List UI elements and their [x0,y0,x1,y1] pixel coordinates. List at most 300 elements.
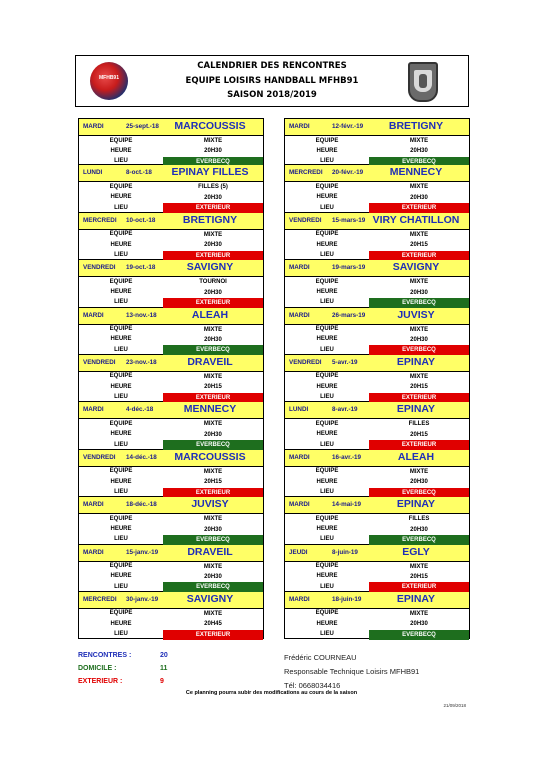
heure-value: 20H30 [204,526,222,533]
heure-row [79,525,263,535]
match-block [78,592,264,639]
match-day: VENDREDI [289,216,322,224]
match-opponent: MENNECY [183,403,237,416]
match-header [79,260,263,277]
contact-phone: Tél: 0668034416 [284,681,341,690]
date-stamp: 21/09/2018 [443,703,466,708]
match-day: MARDI [289,595,310,603]
equipe-row [79,182,263,192]
match-block [78,545,264,592]
equipe-row [79,372,263,382]
equipe-label: EQUIPE [315,278,339,285]
equipe-row [79,325,263,335]
shield-logo-right [408,62,438,102]
match-day: VENDREDI [289,358,322,366]
match-header [285,497,469,514]
lieu-label: LIEU [320,252,334,259]
equipe-value: MIXTE [203,468,223,475]
equipe-value: FILLES [408,516,430,523]
title-line-2: EQUIPE LOISIRS HANDBALL MFHB91 [185,75,359,86]
match-header [79,213,263,230]
lieu-label: LIEU [114,489,128,496]
heure-row [285,146,469,156]
lieu-label: LIEU [114,346,128,353]
heure-value: 20H30 [410,289,428,296]
equipe-row [285,372,469,382]
heure-label: HEURE [110,526,132,533]
equipe-row [285,419,469,429]
match-day: MARDI [83,548,104,556]
heure-row [79,193,263,203]
equipe-label: EQUIPE [109,278,133,285]
lieu-label: LIEU [320,346,334,353]
equipe-row [79,230,263,240]
lieu-value: EXTERIEUR [369,203,469,213]
heure-value: 20H30 [204,242,222,249]
match-day: MERCREDI [83,595,117,603]
match-date: 10-oct.-18 [126,216,156,224]
equipe-value: MIXTE [409,279,429,286]
contact-role: Responsable Technique Loisirs MFHB91 [284,667,420,676]
schedule-column-right [284,118,470,639]
heure-value: 20H30 [410,479,428,486]
heure-label: HEURE [316,478,338,485]
heure-value: 20H15 [410,384,428,391]
equipe-row [79,514,263,524]
lieu-label: LIEU [114,583,128,590]
match-header [285,592,469,609]
heure-row [79,240,263,250]
heure-label: HEURE [316,573,338,580]
equipe-row [285,277,469,287]
match-block [78,308,264,355]
lieu-label: LIEU [320,299,334,306]
heure-label: HEURE [316,241,338,248]
heure-label: HEURE [110,336,132,343]
match-opponent: EPINAY [396,355,436,368]
equipe-value: FILLES [408,421,430,428]
heure-row [79,146,263,156]
heure-label: HEURE [316,194,338,201]
heure-row [285,619,469,629]
equipe-value: MIXTE [409,468,429,475]
match-header [285,165,469,182]
heure-label: HEURE [316,620,338,627]
match-day: MARDI [83,501,104,509]
match-opponent: EPINAY [396,592,436,605]
match-header [79,402,263,419]
lieu-label: LIEU [114,394,128,401]
equipe-value: MIXTE [203,326,223,333]
match-header [79,355,263,372]
match-header [285,308,469,325]
lieu-value: EVERBECQ [369,345,469,355]
match-day: MARDI [289,501,310,509]
equipe-value: MIXTE [409,184,429,191]
lieu-value: EVERBECQ [369,630,469,640]
match-opponent: DRAVEIL [187,545,233,558]
equipe-label: EQUIPE [315,563,339,570]
match-date: 4-déc.-18 [126,406,154,414]
lieu-value: EXTERIEUR [369,393,469,403]
match-day: MARDI [289,123,310,130]
equipe-row [79,609,263,619]
equipe-row [79,419,263,429]
match-header [285,545,469,562]
match-date: 26-mars-19 [332,311,366,319]
match-day: MARDI [289,311,310,319]
equipe-row [79,467,263,477]
match-block [284,308,470,355]
match-opponent: JUVISY [397,308,435,321]
lieu-label: LIEU [320,489,334,496]
heure-label: HEURE [316,431,338,438]
match-opponent: SAVIGNY [392,261,440,274]
match-opponent: EGLY [402,545,430,558]
match-block [284,545,470,592]
lieu-row [79,630,263,640]
match-date: 19-mars-19 [332,264,366,272]
match-header [285,355,469,372]
equipe-row [285,325,469,335]
match-date: 19-oct.-18 [126,264,156,272]
equipe-value: MIXTE [409,326,429,333]
contact-block [284,651,419,693]
equipe-row [285,136,469,146]
match-day: VENDREDI [83,358,116,366]
heure-row [79,288,263,298]
heure-value: 20H30 [204,573,222,580]
heure-value: 20H30 [410,336,428,343]
equipe-row [79,562,263,572]
equipe-row [285,609,469,619]
match-opponent: MARCOUSSIS [174,450,246,463]
match-date: 16-avr.-19 [332,453,362,461]
equipe-label: EQUIPE [109,610,133,617]
match-opponent: SAVIGNY [186,592,234,605]
heure-row [285,240,469,250]
equipe-label: EQUIPE [315,231,339,238]
lieu-label: LIEU [114,299,128,306]
lieu-value: EVERBECQ [163,345,263,355]
equipe-value: MIXTE [409,231,429,238]
match-date: 8-avr.-19 [332,406,358,414]
equipe-value: MIXTE [409,373,429,380]
match-date: 30-janv.-19 [126,595,159,603]
match-opponent: MARCOUSSIS [174,120,246,132]
match-block [78,260,264,307]
heure-row [285,525,469,535]
match-opponent: EPINAY [396,498,436,511]
equipe-value: MIXTE [203,563,223,570]
match-date: 25-sept.-18 [126,123,159,130]
heure-row [79,430,263,440]
heure-label: HEURE [316,336,338,343]
lieu-label: LIEU [320,583,334,590]
heure-row [285,430,469,440]
lieu-value: EVERBECQ [369,535,469,545]
equipe-label: EQUIPE [315,610,339,617]
equipe-label: EQUIPE [109,326,133,333]
match-day: MARDI [289,453,310,461]
equipe-value: MIXTE [203,421,223,428]
equipe-row [285,562,469,572]
match-opponent: ALEAH [191,308,229,321]
equipe-label: EQUIPE [315,468,339,475]
heure-label: HEURE [316,383,338,390]
match-day: LUNDI [289,406,309,414]
rencontres-label: RENCONTRES : [78,652,132,659]
lieu-label: LIEU [114,252,128,259]
equipe-row [79,277,263,287]
match-opponent: DRAVEIL [187,355,233,368]
heure-value: 20H15 [204,479,222,486]
match-date: 12-févr.-19 [332,123,364,130]
match-block [78,118,264,165]
match-header [79,308,263,325]
match-block [78,497,264,544]
match-opponent: EPINAY [396,403,436,416]
equipe-label: EQUIPE [109,183,133,190]
match-day: VENDREDI [83,264,116,272]
match-block [284,450,470,497]
heure-label: HEURE [110,620,132,627]
match-date: 15-mars-19 [332,216,366,224]
heure-value: 20H30 [204,289,222,296]
heure-row [285,193,469,203]
match-block [78,213,264,260]
title-box [75,55,469,107]
lieu-label: LIEU [320,204,334,211]
heure-row [285,572,469,582]
match-header [79,165,263,182]
equipe-label: EQUIPE [315,326,339,333]
heure-label: HEURE [110,241,132,248]
match-date: 14-déc.-18 [126,453,157,461]
heure-row [79,382,263,392]
match-day: MARDI [83,406,104,414]
equipe-value: MIXTE [203,138,223,144]
heure-label: HEURE [110,383,132,390]
lieu-value: EXTERIEUR [163,630,263,640]
match-day: MERCREDI [289,169,323,177]
heure-value: 20H30 [410,148,428,155]
match-opponent: BRETIGNY [388,120,444,132]
match-header [79,450,263,467]
schedule-column-left [78,118,264,639]
lieu-value: EXTERIEUR [369,582,469,592]
match-opponent: SAVIGNY [186,261,234,274]
lieu-value: EVERBECQ [163,440,263,450]
equipe-label: EQUIPE [109,137,133,144]
match-header [285,119,469,136]
equipe-label: EQUIPE [109,468,133,475]
lieu-value: EVERBECQ [369,298,469,308]
match-date: 18-déc.-18 [126,501,157,509]
match-header [285,260,469,277]
lieu-row [285,630,469,640]
heure-value: 20H15 [410,242,428,249]
equipe-label: EQUIPE [109,231,133,238]
match-date: 20-févr.-19 [332,169,364,177]
match-day: MERCREDI [83,216,117,224]
match-opponent: ALEAH [397,450,435,463]
match-opponent: MENNECY [389,166,443,179]
match-header [285,402,469,419]
equipe-label: EQUIPE [109,515,133,522]
heure-value: 20H30 [204,336,222,343]
equipe-value: MIXTE [203,373,223,380]
match-day: LUNDI [83,169,103,177]
match-block [78,402,264,449]
rencontres-value: 20 [160,652,168,659]
match-header [79,545,263,562]
match-block [284,118,470,165]
heure-label: HEURE [110,573,132,580]
lieu-value: EVERBECQ [163,582,263,592]
match-header [79,497,263,514]
match-date: 13-nov.-18 [126,311,157,319]
lieu-value: EXTERIEUR [163,488,263,498]
equipe-value: MIXTE [203,610,223,617]
match-block [284,165,470,212]
equipe-value: MIXTE [203,231,223,238]
match-header [79,592,263,609]
equipe-label: EQUIPE [109,420,133,427]
heure-row [79,335,263,345]
match-block [284,497,470,544]
match-block [284,260,470,307]
heure-value: 20H45 [204,621,222,628]
match-block [78,450,264,497]
footer-note: Ce planning pourra subir des modifications au cours de la saison [185,690,358,696]
match-date: 8-juin-19 [332,548,358,556]
match-block [284,402,470,449]
heure-value: 20H30 [410,526,428,533]
match-date: 5-avr.-19 [332,358,358,366]
heure-value: 20H15 [204,384,222,391]
heure-row [79,477,263,487]
equipe-label: EQUIPE [109,373,133,380]
heure-row [285,335,469,345]
match-date: 14-mai-19 [332,501,362,509]
match-opponent: EPINAY FILLES [171,166,249,179]
heure-row [285,382,469,392]
club-logo-text: MFHB91 [98,75,119,81]
title-line-3: SAISON 2018/2019 [227,90,317,100]
equipe-value: MIXTE [409,610,429,617]
lieu-value: EVERBECQ [163,157,263,167]
match-block [284,355,470,402]
heure-label: HEURE [110,478,132,485]
match-date: 8-oct.-18 [126,169,152,177]
title-line-1: CALENDRIER DES RENCONTRES [197,61,347,71]
equipe-label: EQUIPE [315,373,339,380]
lieu-label: LIEU [114,441,128,448]
equipe-value: FILLES (5) [198,184,228,191]
equipe-row [79,136,263,146]
exterieur-value: 9 [160,678,164,685]
domicile-label: DOMICILE : [78,665,117,672]
equipe-row [285,230,469,240]
heure-value: 20H30 [410,194,428,201]
match-date: 23-nov.-18 [126,358,157,366]
match-day: JEUDI [289,548,308,556]
lieu-value: EXTERIEUR [163,251,263,261]
domicile-value: 11 [160,665,168,672]
heure-label: HEURE [110,431,132,438]
lieu-value: EXTERIEUR [369,251,469,261]
equipe-row [285,514,469,524]
lieu-label: LIEU [320,536,334,543]
lieu-label: LIEU [320,158,334,165]
lieu-label: LIEU [320,394,334,401]
heure-value: 20H15 [410,573,428,580]
lieu-value: EXTERIEUR [163,393,263,403]
match-day: VENDREDI [83,453,116,461]
equipe-label: EQUIPE [109,563,133,570]
match-block [284,213,470,260]
lieu-label: LIEU [114,536,128,543]
lieu-value: EXTERIEUR [369,440,469,450]
equipe-label: EQUIPE [315,183,339,190]
lieu-value: EXTERIEUR [163,203,263,213]
heure-label: HEURE [316,147,338,154]
heure-value: 20H30 [410,621,428,628]
equipe-label: EQUIPE [315,420,339,427]
lieu-label: LIEU [114,158,128,165]
heure-value: 20H15 [410,431,428,438]
match-block [284,592,470,639]
heure-label: HEURE [316,289,338,296]
contact-name: Frédéric COURNEAU [284,653,357,662]
heure-label: HEURE [110,289,132,296]
match-opponent: JUVISY [191,498,229,511]
equipe-value: TOURNOI [199,279,227,286]
match-opponent: VIRY CHATILLON [372,213,460,226]
match-day: MARDI [83,311,104,319]
match-block [78,165,264,212]
heure-row [79,572,263,582]
equipe-row [285,182,469,192]
lieu-value: EVERBECQ [163,535,263,545]
lieu-label: LIEU [320,631,334,638]
heure-row [285,288,469,298]
lieu-label: LIEU [114,631,128,638]
match-block [78,355,264,402]
match-date: 18-juin-19 [332,595,362,603]
heure-value: 20H30 [204,431,222,438]
equipe-value: MIXTE [409,138,429,144]
heure-label: HEURE [316,526,338,533]
lieu-value: EXTERIEUR [163,298,263,308]
heure-row [79,619,263,629]
lieu-label: LIEU [114,204,128,211]
heure-label: HEURE [110,194,132,201]
equipe-value: MIXTE [409,563,429,570]
lieu-value: EVERBECQ [369,157,469,167]
equipe-value: MIXTE [203,516,223,523]
equipe-label: EQUIPE [315,137,339,144]
lieu-label: LIEU [320,441,334,448]
match-date: 15-janv.-19 [126,548,159,556]
exterieur-label: EXTERIEUR : [78,678,123,685]
lieu-value: EVERBECQ [369,488,469,498]
match-header [79,119,263,136]
match-header [285,213,469,230]
match-header [285,450,469,467]
heure-row [285,477,469,487]
